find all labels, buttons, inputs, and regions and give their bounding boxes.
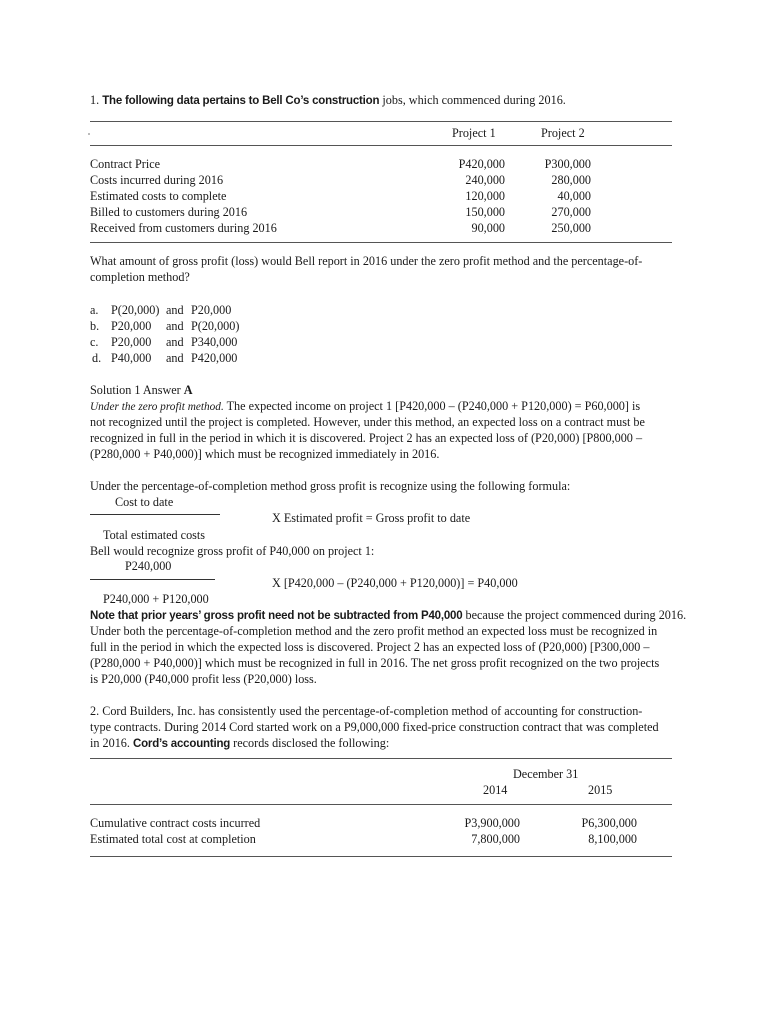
solution1-zp-line2: not recognized until the project is completed. However, under this method, an expected loss on a contract must be: [90, 415, 645, 429]
note-rest: because the project commenced during 2016.: [462, 608, 687, 622]
option-letter: b.: [90, 319, 100, 333]
table2-december-header: December 31: [513, 767, 579, 781]
poc-intro: Under the percentage-of-completion method gross profit is recognize using the following formula:: [90, 479, 571, 493]
table1-row-p2: 280,000: [551, 173, 591, 187]
table2-year-2014: 2014: [483, 783, 508, 797]
table2-bottom-rule: [90, 856, 672, 857]
option-letter: a.: [90, 303, 99, 317]
q2-line3-post: records disclosed the following:: [230, 736, 390, 750]
note-line5: is P20,000 (P40,000 profit less (P20,000) loss.: [90, 672, 317, 686]
option-and: and: [166, 351, 184, 365]
calc-rhs: X [P420,000 – (P240,000 + P120,000)] = P40,000: [272, 576, 518, 590]
note-line2: Under both the percentage-of-completion method and the zero profit method an expected loss must be recognized in: [90, 624, 658, 638]
zp-italic: Under the zero profit method.: [90, 401, 224, 413]
q1-heading-bold: The following data pertains to Bell Co’s construction: [102, 95, 380, 107]
q2-line2: type contracts. During 2014 Cord started work on a P9,000,000 fixed-price construction contract that was completed: [90, 720, 659, 734]
table1-row-p1: 120,000: [465, 189, 505, 203]
q1-number: 1.: [90, 93, 100, 107]
table2-top-rule: [90, 758, 672, 759]
table2-row-2015: P6,300,000: [581, 816, 637, 830]
table1-header-rule: [90, 145, 672, 146]
note-bold: Note that prior years’ gross profit need not be subtracted from P40,000: [90, 610, 463, 622]
table2-header-rule: [90, 804, 672, 805]
formula-rhs: X Estimated profit = Gross profit to date: [272, 511, 471, 525]
q1-question-line2: completion method?: [90, 270, 190, 284]
option-value1: P40,000: [111, 351, 152, 365]
q1-heading: [90, 92, 566, 110]
option-value1: P20,000: [111, 319, 152, 333]
table1-row-label: Costs incurred during 2016: [90, 173, 224, 187]
option-letter: c.: [90, 335, 99, 349]
table1-header-project2: Project 2: [541, 126, 585, 140]
option-value1: P(20,000): [111, 303, 160, 317]
table1-row-label: Estimated costs to complete: [90, 189, 227, 203]
table1-header-project1: Project 1: [452, 126, 496, 140]
table1-row-p1: P420,000: [458, 157, 505, 171]
note-line1: [90, 607, 686, 625]
q2-line3-bold: Cord’s accounting: [133, 738, 231, 750]
table2-row-label: Estimated total cost at completion: [90, 832, 256, 846]
q1-question-line1: What amount of gross profit (loss) would Bell report in 2016 under the zero profit method and the percentage-of-: [90, 254, 643, 268]
formula-fraction-bar: [90, 514, 220, 515]
solution1-zp-line3: recognized in full in the period in which it is discovered. Project 2 has an expected loss of (P20,000) [P800,000 –: [90, 431, 643, 445]
option-and: and: [166, 303, 184, 317]
option-value2: P420,000: [191, 351, 238, 365]
table1-top-rule: [90, 121, 672, 122]
zp-line1-text: The expected income on project 1 [P420,000 – (P240,000 + P120,000) = P60,000] is: [226, 399, 641, 413]
calc-numerator: P240,000: [125, 559, 172, 573]
option-value1: P20,000: [111, 335, 152, 349]
table1-row-label: Billed to customers during 2016: [90, 205, 248, 219]
solution1-zp-line4: (P280,000 + P40,000)] which must be recognized immediately in 2016.: [90, 447, 440, 461]
note-line4: (P280,000 + P40,000)] which must be recognized in full in 2016. The net gross profit recognized on the two projects: [90, 656, 660, 670]
option-and: and: [166, 319, 184, 333]
bell-line: Bell would recognize gross profit of P40,000 on project 1:: [90, 544, 375, 558]
calc-denominator: P240,000 + P120,000: [103, 592, 209, 606]
solution1-heading: [90, 382, 193, 399]
option-value2: P20,000: [191, 303, 232, 317]
calc-fraction-bar: [90, 579, 215, 580]
table1-row-p2: 250,000: [551, 221, 591, 235]
table1-row-label: Received from customers during 2016: [90, 221, 277, 235]
formula-numerator: Cost to date: [115, 495, 174, 509]
formula-denominator: Total estimated costs: [103, 528, 206, 542]
q1-heading-rest: jobs, which commenced during 2016.: [382, 93, 566, 107]
table2-year-2015: 2015: [588, 783, 613, 797]
solution1-zp-line1: [90, 398, 640, 416]
solution1-answer: A: [183, 383, 193, 397]
table2-row-label: Cumulative contract costs incurred: [90, 816, 261, 830]
q2-line1: 2. Cord Builders, Inc. has consistently used the percentage-of-completion method of accounting for construction-: [90, 704, 643, 718]
option-value2: P340,000: [191, 335, 238, 349]
table1-row-p1: 90,000: [471, 221, 505, 235]
q2-line3: [90, 735, 389, 753]
table1-row-p1: 240,000: [465, 173, 505, 187]
q2-line3-pre: in 2016.: [90, 736, 133, 750]
table1-row-p2: 270,000: [551, 205, 591, 219]
table1-dot: [88, 133, 90, 135]
solution1-label: Solution 1 Answer: [90, 383, 181, 397]
option-and: and: [166, 335, 184, 349]
table1-row-label: Contract Price: [90, 157, 161, 171]
note-line3: full in the period in which the expected loss is discovered. Project 2 has an expected loss of (P20,000) [P300,000 –: [90, 640, 650, 654]
table1-row-p1: 150,000: [465, 205, 505, 219]
table2-row-2014: 7,800,000: [471, 832, 520, 846]
table1-row-p2: P300,000: [544, 157, 591, 171]
option-value2: P(20,000): [191, 319, 240, 333]
table2-row-2014: P3,900,000: [464, 816, 520, 830]
table2-row-2015: 8,100,000: [588, 832, 637, 846]
table1-bottom-rule: [90, 242, 672, 243]
option-letter: d.: [92, 351, 102, 365]
table1-row-p2: 40,000: [557, 189, 591, 203]
